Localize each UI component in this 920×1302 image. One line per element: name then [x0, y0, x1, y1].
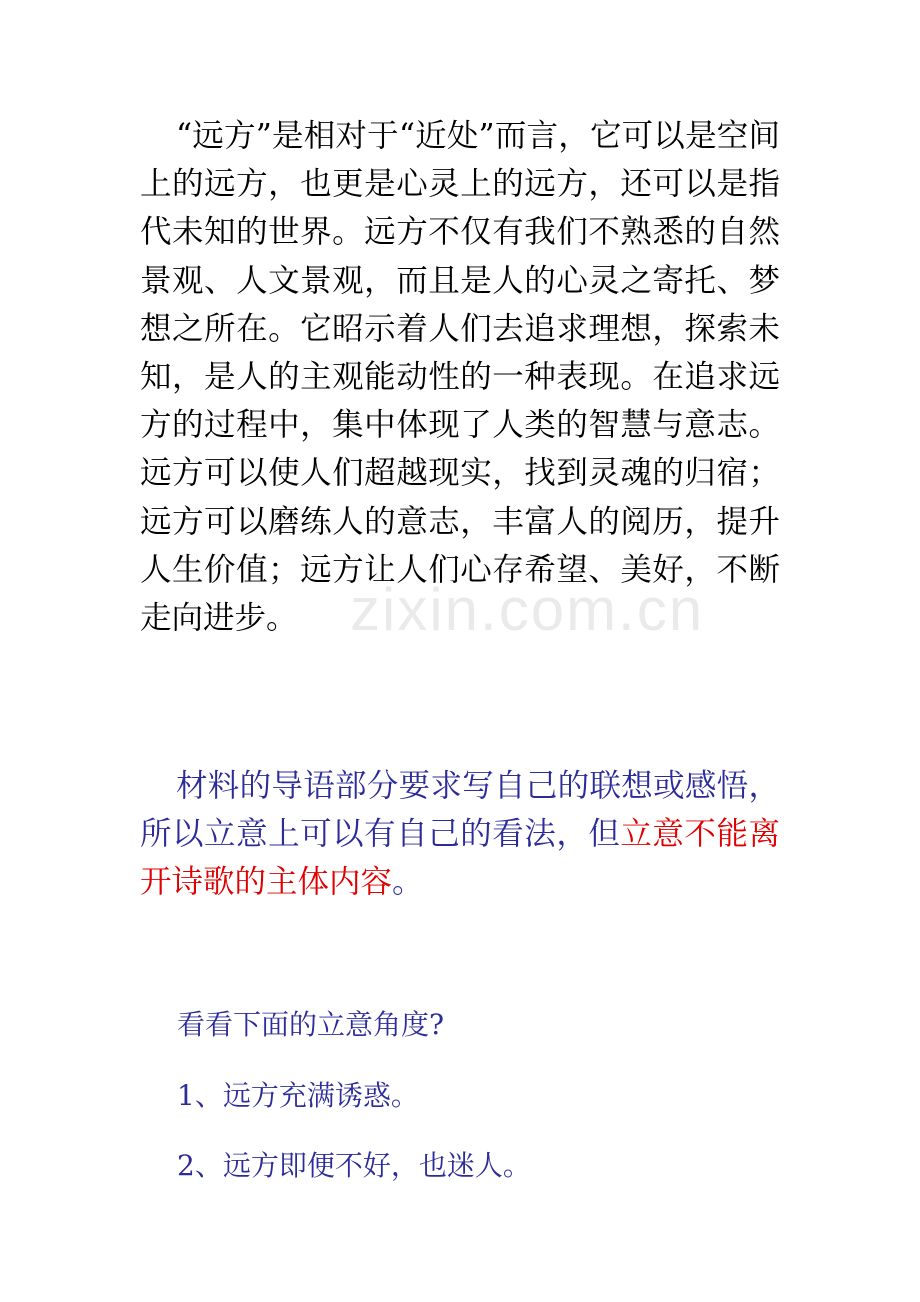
guide-text-part2: 。	[392, 864, 424, 901]
main-paragraph: “远方”是相对于“近处”而言，它可以是空间上的远方，也更是心灵上的远方，还可以是指代未知的世界。远方不仅有我们不熟悉的自然景观、人文景观，而且是人的心灵之寄托、梦想之所在。它昭示着人们去追求理想，探索未知，是人的主观能动性的一种表现。在追求远方的过程中，集中体现了人类的智慧与意志。远方可以使人们超越现实，找到灵魂的归宿；远方可以磨练人的意志，丰富人的阅历，提升人生价值；远方让人们心存希望、美好，不断走向进步。	[140, 118, 780, 637]
guide-text-part1: 材料的导语部分要求写自己的联想或感悟，所以立意上可以有自己的看法，但	[140, 768, 780, 853]
angles-title: 看看下面的立意角度?	[177, 1008, 445, 1041]
angle-item-2: 2、远方即便不好，也迷人。	[177, 1149, 531, 1182]
angle-item-1: 1、远方充满诱惑。	[177, 1079, 419, 1112]
guide-paragraph	[140, 762, 780, 907]
watermark: zixin.com.cn	[350, 576, 705, 643]
guide-highlight: 立意不能离开诗歌的主体内容	[140, 816, 780, 901]
